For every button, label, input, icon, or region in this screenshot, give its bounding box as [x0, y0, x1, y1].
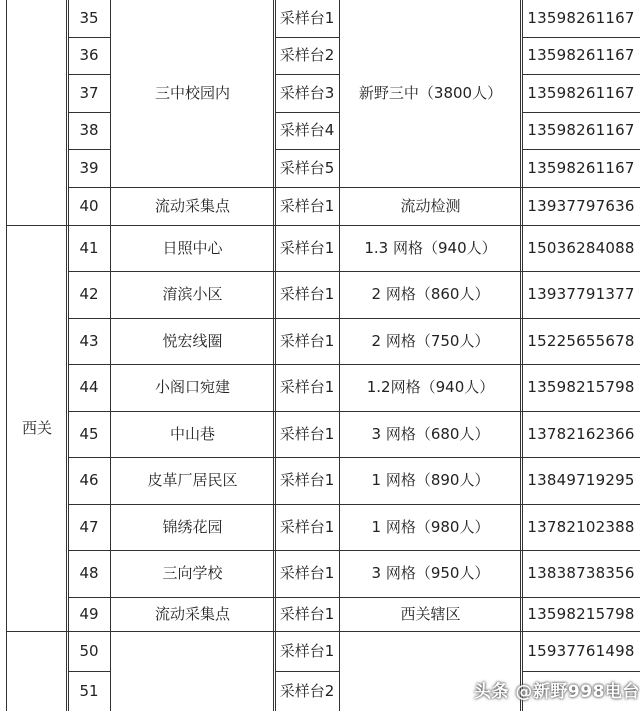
- grid-line: [522, 0, 523, 711]
- grid-line: [110, 631, 275, 632]
- coverage-area: 1.3 网格（940人）: [364, 238, 497, 257]
- row-number: 46: [79, 471, 99, 489]
- contact-phone: 13598261167: [527, 83, 635, 102]
- grid-line: [68, 0, 69, 711]
- grid-line: [68, 364, 110, 365]
- sampler-station: 采样台2: [279, 681, 335, 700]
- grid-line: [275, 318, 339, 319]
- contact-phone: 13598261167: [527, 158, 635, 177]
- row-number: 39: [79, 158, 99, 177]
- sampler-station: 采样台5: [279, 158, 335, 177]
- sampler-station: 采样台1: [279, 238, 335, 257]
- grid-line: [68, 187, 110, 188]
- row-number: 44: [79, 378, 99, 396]
- grid-line: [110, 364, 275, 365]
- grid-line: [522, 225, 640, 226]
- grid-line: [275, 37, 339, 38]
- grid-line: [522, 149, 640, 150]
- sampler-station: 采样台1: [279, 641, 335, 660]
- coverage-area: 2 网格（860人）: [371, 285, 490, 303]
- row-number: 51: [79, 681, 99, 700]
- grid-line: [68, 411, 110, 412]
- grid-line: [110, 318, 275, 319]
- coverage-area: 西关辖区: [400, 604, 461, 623]
- grid-line: [275, 112, 339, 113]
- grid-line: [110, 504, 275, 505]
- grid-line: [275, 457, 339, 458]
- grid-line: [68, 112, 110, 113]
- contact-phone: 13598215798: [527, 378, 635, 396]
- grid-line: [339, 187, 522, 188]
- grid-line: [275, 187, 339, 188]
- contact-phone: 13598261167: [527, 121, 635, 139]
- row-number: 48: [79, 564, 99, 582]
- watermark: [474, 676, 640, 702]
- grid-line: [6, 0, 7, 711]
- grid-line: [275, 364, 339, 365]
- sampler-station: 采样台3: [279, 83, 335, 102]
- grid-line: [339, 225, 522, 226]
- grid-line: [339, 0, 340, 711]
- merged-site-35-39: 三中校园内: [154, 84, 230, 102]
- contact-phone: 13782102388: [527, 517, 635, 536]
- site-name: 流动采集点: [154, 196, 230, 215]
- sampler-station: 采样台1: [279, 604, 335, 623]
- contact-phone: 13598261167: [527, 9, 635, 27]
- grid-line: [68, 671, 110, 672]
- site-name: 流动采集点: [154, 604, 230, 623]
- contact-phone: 13937797636: [527, 196, 635, 215]
- row-number: 38: [79, 121, 99, 139]
- contact-phone: 13937791377: [527, 285, 635, 303]
- sampler-station: 采样台1: [279, 196, 335, 215]
- sampler-station: 采样台1: [279, 471, 335, 489]
- grid-line: [275, 597, 339, 598]
- grid-line: [339, 411, 522, 412]
- contact-phone: 15036284088: [527, 238, 635, 257]
- grid-line: [522, 271, 640, 272]
- row-number: 40: [79, 196, 99, 215]
- grid-line: [522, 411, 640, 412]
- grid-line: [68, 631, 110, 632]
- grid-line: [275, 225, 339, 226]
- grid-line: [110, 225, 275, 226]
- coverage-area: 1 网格（980人）: [371, 517, 490, 536]
- contact-phone: 15937761498: [527, 641, 635, 660]
- site-name: 中山巷: [169, 424, 215, 443]
- grid-line: [68, 504, 110, 505]
- sampler-station: 采样台1: [279, 378, 335, 396]
- sampler-station: 采样台2: [279, 46, 335, 64]
- grid-line: [68, 37, 110, 38]
- grid-line: [68, 457, 110, 458]
- grid-line: [275, 631, 339, 632]
- grid-line: [110, 550, 275, 551]
- row-number: 36: [79, 46, 99, 64]
- sampler-station: 采样台1: [279, 564, 335, 582]
- grid-line: [339, 631, 522, 632]
- site-name: 淯滨小区: [162, 285, 223, 303]
- row-number: 41: [79, 238, 99, 257]
- site-name: 皮革厂居民区: [147, 471, 238, 489]
- grid-line: [110, 271, 275, 272]
- grid-line: [339, 550, 522, 551]
- merged-district-41-49: 西关: [21, 418, 52, 437]
- grid-line: [68, 318, 110, 319]
- coverage-area: 1.2网格（940人）: [366, 378, 495, 396]
- grid-line: [522, 37, 640, 38]
- grid-line: [522, 671, 640, 672]
- grid-line: [110, 597, 275, 598]
- grid-line: [275, 0, 276, 711]
- grid-line: [110, 411, 275, 412]
- contact-phone: 13598261167: [527, 46, 635, 64]
- contact-phone: 13782162366: [527, 424, 635, 443]
- sampler-station: 采样台4: [279, 121, 335, 139]
- site-name: 小阁口宛建: [154, 378, 230, 396]
- coverage-area: 3 网格（680人）: [371, 424, 490, 443]
- contact-phone: 13849719295: [527, 471, 635, 489]
- coverage-area: 2 网格（750人）: [371, 331, 490, 350]
- grid-line: [6, 631, 68, 632]
- coverage-area: 3 网格（950人）: [371, 564, 490, 582]
- row-number: 49: [79, 604, 99, 623]
- grid-line: [522, 597, 640, 598]
- grid-line: [110, 0, 111, 711]
- sampler-station: 采样台1: [279, 9, 335, 27]
- row-number: 35: [79, 9, 99, 27]
- grid-line: [520, 0, 521, 711]
- grid-line: [275, 671, 339, 672]
- grid-line: [522, 631, 640, 632]
- sampler-station: 采样台1: [279, 424, 335, 443]
- grid-line: [110, 187, 275, 188]
- grid-line: [522, 74, 640, 75]
- grid-line: [339, 364, 522, 365]
- grid-line: [68, 74, 110, 75]
- grid-line: [68, 271, 110, 272]
- row-number: 37: [79, 83, 99, 102]
- grid-line: [522, 318, 640, 319]
- contact-phone: 13838738356: [527, 564, 635, 582]
- row-number: 47: [79, 517, 99, 536]
- grid-line: [339, 318, 522, 319]
- merged-coverage-35-39: 新野三中（3800人）: [358, 84, 503, 102]
- grid-line: [275, 411, 339, 412]
- grid-line: [273, 0, 274, 711]
- site-name: 三向学校: [162, 564, 223, 582]
- grid-line: [522, 187, 640, 188]
- grid-line: [275, 271, 339, 272]
- grid-line: [522, 112, 640, 113]
- grid-line: [6, 225, 68, 226]
- grid-line: [339, 457, 522, 458]
- watermark-text: 头条 @新野998电台: [474, 681, 640, 702]
- row-number: 50: [79, 641, 99, 660]
- row-number: 43: [79, 331, 99, 350]
- site-name: 锦绣花园: [162, 517, 223, 536]
- grid-line: [110, 457, 275, 458]
- sampler-station: 采样台1: [279, 331, 335, 350]
- grid-line: [68, 550, 110, 551]
- row-number: 42: [79, 285, 99, 303]
- grid-line: [68, 149, 110, 150]
- grid-line: [275, 550, 339, 551]
- grid-line: [275, 74, 339, 75]
- sampler-station: 采样台1: [279, 285, 335, 303]
- coverage-area: 流动检测: [400, 196, 461, 215]
- grid-line: [275, 149, 339, 150]
- grid-line: [275, 504, 339, 505]
- grid-line: [522, 457, 640, 458]
- sampler-station: 采样台1: [279, 517, 335, 536]
- grid-line: [339, 597, 522, 598]
- contact-phone: 15225655678: [527, 331, 635, 350]
- row-number: 45: [79, 424, 99, 443]
- grid-line: [522, 364, 640, 365]
- site-name: 日照中心: [162, 238, 223, 257]
- grid-line: [522, 504, 640, 505]
- grid-line: [522, 550, 640, 551]
- grid-line: [339, 504, 522, 505]
- coverage-area: 1 网格（890人）: [371, 471, 490, 489]
- site-name: 悦宏线圈: [162, 331, 223, 350]
- grid-line: [66, 0, 67, 711]
- contact-phone: 13598215798: [527, 604, 635, 623]
- grid-line: [339, 271, 522, 272]
- grid-line: [68, 597, 110, 598]
- grid-line: [68, 225, 110, 226]
